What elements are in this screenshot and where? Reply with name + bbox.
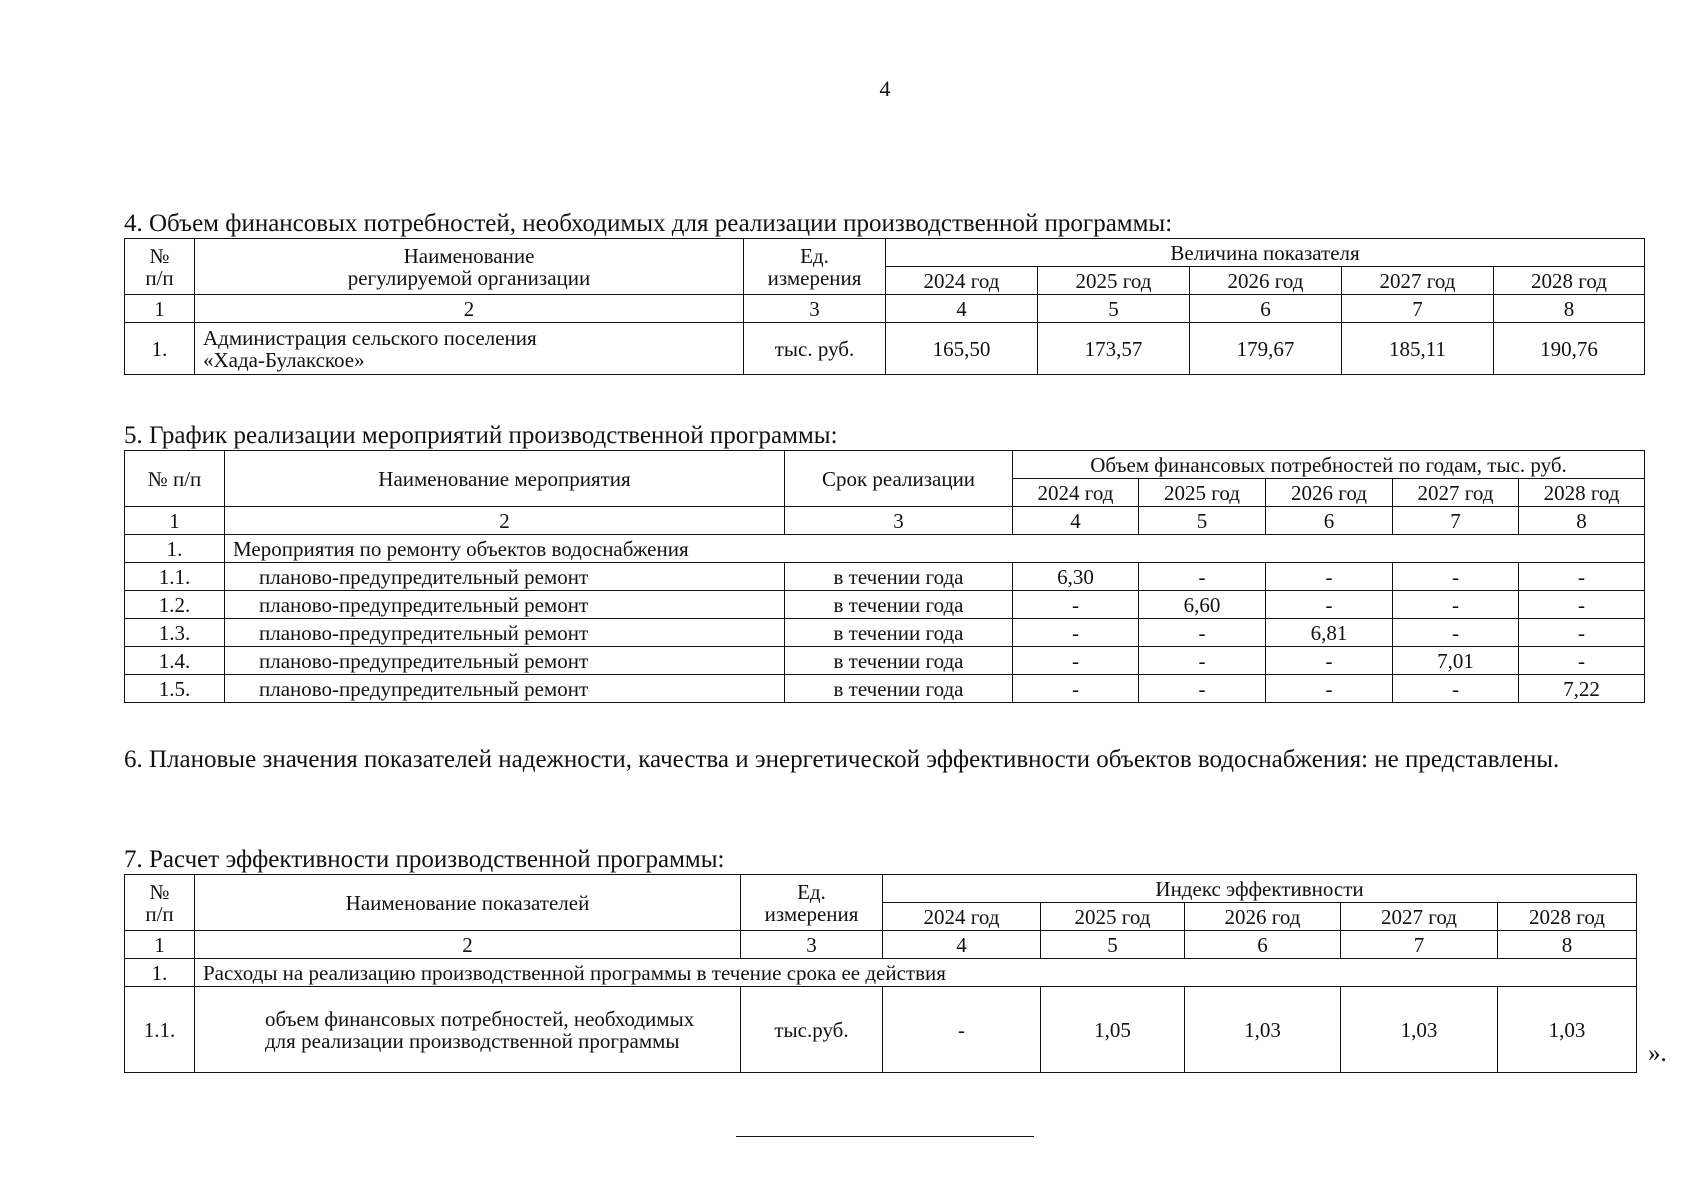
header-value: Величина показателя [886, 239, 1645, 267]
header-org-name: Наименование регулируемой организации [195, 239, 744, 295]
col-index: 1 [125, 295, 195, 323]
group-row [125, 535, 1645, 563]
table-row [125, 987, 1637, 1073]
event-name: планово-предупредительный ремонт [225, 675, 785, 703]
col-index: 3 [741, 931, 883, 959]
value-cell: - [1266, 591, 1393, 619]
value-cell: - [1393, 591, 1519, 619]
indicator-name: объем финансовых потребностей, необходимых для реализации производственной программы [195, 987, 741, 1073]
header-num: № п/п [125, 875, 195, 931]
col-index: 8 [1498, 931, 1637, 959]
value-cell: - [1139, 647, 1266, 675]
value-cell: 1,03 [1498, 987, 1637, 1073]
header-year: 2026 год [1190, 267, 1342, 295]
col-index: 3 [744, 295, 886, 323]
value-cell: - [883, 987, 1041, 1073]
section-4-heading: 4. Объем финансовых потребностей, необходимых для реализации производственной программы: [124, 210, 1173, 237]
value-cell: - [1013, 675, 1139, 703]
page-number: 4 [879, 76, 891, 101]
table-row [125, 675, 1645, 703]
value-cell: 190,76 [1494, 323, 1645, 375]
group-row [125, 959, 1637, 987]
value-cell: - [1519, 619, 1645, 647]
header-year: 2024 год [883, 903, 1041, 931]
col-index: 4 [883, 931, 1041, 959]
value-cell: 7,01 [1393, 647, 1519, 675]
value-cell: 7,22 [1519, 675, 1645, 703]
header-year: 2025 год [1139, 479, 1266, 507]
col-index: 5 [1139, 507, 1266, 535]
event-name: планово-предупредительный ремонт [225, 563, 785, 591]
group-name: Мероприятия по ремонту объектов водоснабжения [225, 535, 1645, 563]
header-indicator-name: Наименование показателей [195, 875, 741, 931]
col-index: 7 [1342, 295, 1494, 323]
value-cell: 173,57 [1038, 323, 1190, 375]
col-index: 2 [195, 931, 741, 959]
value-cell: 6,30 [1013, 563, 1139, 591]
col-index: 2 [195, 295, 744, 323]
header-event-name: Наименование мероприятия [225, 451, 785, 507]
header-year: 2025 год [1041, 903, 1185, 931]
event-term: в течении года [785, 675, 1013, 703]
section-6-text: 6. Плановые значения показателей надежности, качества и энергетической эффективности объектов водоснабжения: не представлены. [124, 746, 1560, 773]
row-num: 1.5. [125, 675, 225, 703]
col-index: 8 [1494, 295, 1645, 323]
value-cell: 185,11 [1342, 323, 1494, 375]
value-cell: 179,67 [1190, 323, 1342, 375]
section-7 [124, 846, 1644, 1073]
column-index-row [125, 295, 1645, 323]
col-index: 1 [125, 931, 195, 959]
header-year: 2024 год [1013, 479, 1139, 507]
header-term: Срок реализации [785, 451, 1013, 507]
header-year: 2027 год [1342, 267, 1494, 295]
section-7-heading: 7. Расчет эффективности производственной программы: [124, 846, 725, 873]
value-cell: - [1266, 647, 1393, 675]
col-index: 3 [785, 507, 1013, 535]
table-row [125, 563, 1645, 591]
row-num: 1.4. [125, 647, 225, 675]
row-num: 1. [125, 323, 195, 375]
row-unit: тыс. руб. [744, 323, 886, 375]
section-4 [124, 210, 1644, 375]
col-index: 6 [1190, 295, 1342, 323]
col-index: 6 [1185, 931, 1341, 959]
value-cell: - [1393, 675, 1519, 703]
event-term: в течении года [785, 647, 1013, 675]
schedule-table [124, 450, 1645, 703]
header-unit: Ед. измерения [744, 239, 886, 295]
value-cell: 165,50 [886, 323, 1038, 375]
value-cell: - [1139, 675, 1266, 703]
header-year: 2024 год [886, 267, 1038, 295]
value-cell: 6,60 [1139, 591, 1266, 619]
column-index-row [125, 507, 1645, 535]
event-name: планово-предупредительный ремонт [225, 647, 785, 675]
col-index: 1 [125, 507, 225, 535]
table-row [125, 591, 1645, 619]
value-cell: - [1519, 647, 1645, 675]
col-index: 4 [1013, 507, 1139, 535]
row-num: 1.1. [125, 563, 225, 591]
event-term: в течении года [785, 563, 1013, 591]
footer-rule [736, 1136, 1034, 1137]
header-year: 2026 год [1185, 903, 1341, 931]
event-term: в течении года [785, 619, 1013, 647]
efficiency-table [124, 874, 1637, 1073]
value-cell: - [1139, 619, 1266, 647]
header-year: 2028 год [1519, 479, 1645, 507]
col-index: 7 [1341, 931, 1498, 959]
row-num: 1.1. [125, 987, 195, 1073]
event-term: в течении года [785, 591, 1013, 619]
section-5 [124, 422, 1644, 703]
col-index: 5 [1038, 295, 1190, 323]
section-5-heading: 5. График реализации мероприятий производственной программы: [124, 422, 838, 449]
value-cell: 6,81 [1266, 619, 1393, 647]
col-index: 6 [1266, 507, 1393, 535]
value-cell: - [1013, 619, 1139, 647]
header-value: Объем финансовых потребностей по годам, тыс. руб. [1013, 451, 1645, 479]
row-num: 1. [125, 959, 195, 987]
table-row [125, 647, 1645, 675]
row-unit: тыс.руб. [741, 987, 883, 1073]
row-num: 1. [125, 535, 225, 563]
col-index: 2 [225, 507, 785, 535]
value-cell: - [1519, 563, 1645, 591]
header-year: 2028 год [1494, 267, 1645, 295]
value-cell: - [1266, 563, 1393, 591]
row-num: 1.2. [125, 591, 225, 619]
value-cell: 1,03 [1185, 987, 1341, 1073]
org-name: Администрация сельского поселения «Хада-Булакское» [195, 323, 744, 375]
header-year: 2027 год [1341, 903, 1498, 931]
col-index: 5 [1041, 931, 1185, 959]
header-num: № п/п [125, 239, 195, 295]
header-year: 2026 год [1266, 479, 1393, 507]
header-unit: Ед. измерения [741, 875, 883, 931]
event-name: планово-предупредительный ремонт [225, 591, 785, 619]
value-cell: 1,03 [1341, 987, 1498, 1073]
row-num: 1.3. [125, 619, 225, 647]
col-index: 4 [886, 295, 1038, 323]
value-cell: - [1393, 563, 1519, 591]
value-cell: - [1266, 675, 1393, 703]
financial-needs-table [124, 238, 1645, 375]
header-year: 2028 год [1498, 903, 1637, 931]
group-name: Расходы на реализацию производственной программы в течение срока ее действия [195, 959, 1637, 987]
table-row [125, 619, 1645, 647]
header-year: 2025 год [1038, 267, 1190, 295]
table-row [125, 323, 1645, 375]
value-cell: - [1013, 647, 1139, 675]
col-index: 8 [1519, 507, 1645, 535]
value-cell: 1,05 [1041, 987, 1185, 1073]
value-cell: - [1139, 563, 1266, 591]
value-cell: - [1013, 591, 1139, 619]
value-cell: - [1519, 591, 1645, 619]
col-index: 7 [1393, 507, 1519, 535]
header-value: Индекс эффективности [883, 875, 1637, 903]
header-num: № п/п [125, 451, 225, 507]
value-cell: - [1393, 619, 1519, 647]
closing-quote: ». [1648, 1040, 1667, 1067]
header-year: 2027 год [1393, 479, 1519, 507]
column-index-row [125, 931, 1637, 959]
event-name: планово-предупредительный ремонт [225, 619, 785, 647]
